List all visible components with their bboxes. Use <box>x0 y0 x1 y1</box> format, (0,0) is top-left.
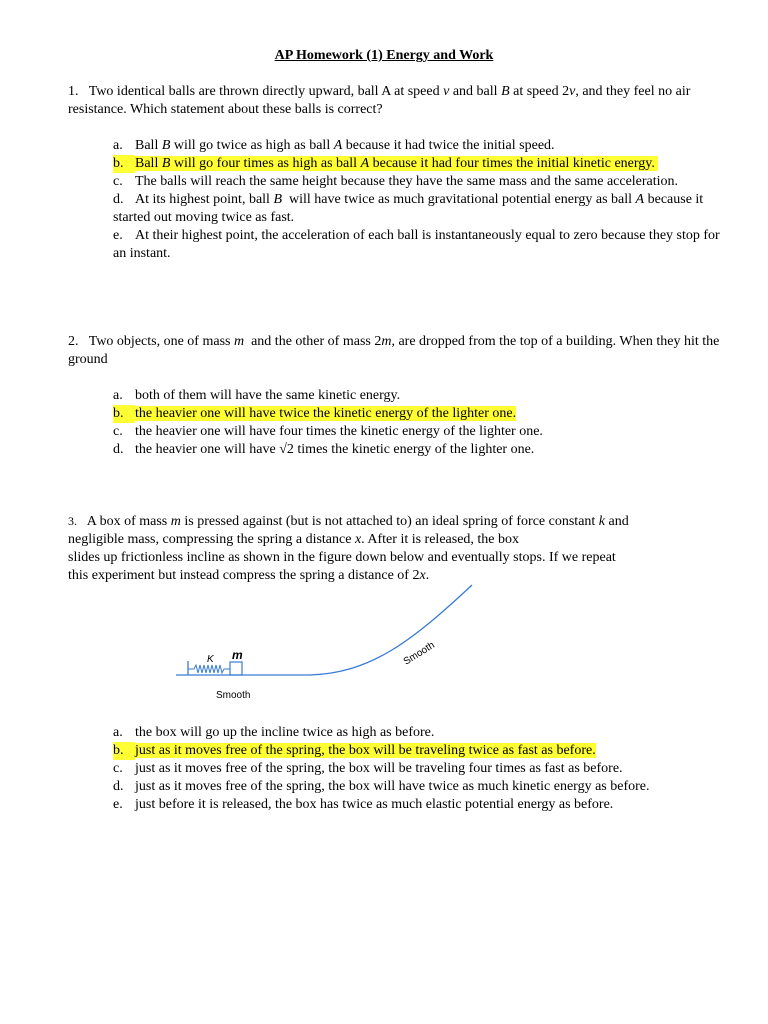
option-letter: c. <box>113 424 123 439</box>
answer-option <box>113 778 723 796</box>
box <box>230 662 242 675</box>
question-text: Two objects, one of mass m and the other of mass 2m, are dropped from the top of a building. When they hit the ground <box>68 334 720 367</box>
spring-label: K <box>207 654 214 665</box>
question-2-options <box>113 387 723 459</box>
page-title: AP Homework (1) Energy and Work <box>274 48 494 63</box>
answer-option <box>113 137 723 155</box>
question-number: 3. <box>68 514 77 528</box>
answer-option <box>113 441 723 459</box>
question-3-options <box>113 724 723 814</box>
track-line <box>176 585 472 675</box>
answer-option <box>113 191 723 227</box>
question-number: 2. <box>68 334 79 349</box>
option-text: the heavier one will have √2 times the kinetic energy of the lighter one. <box>135 442 535 457</box>
answer-option <box>113 155 723 173</box>
spring-incline-diagram <box>170 583 480 705</box>
option-text: both of them will have the same kinetic energy. <box>135 388 401 403</box>
question-1 <box>68 83 728 261</box>
option-letter: b. <box>113 742 135 760</box>
question-1-stem <box>68 83 728 119</box>
highlighted-answer-text: just as it moves free of the spring, the box will be traveling twice as fast as before. <box>135 743 596 758</box>
option-letter: b. <box>113 405 135 423</box>
mass-label: m <box>232 648 243 662</box>
question-1-options <box>113 137 723 263</box>
option-text: Ball B will go twice as high as ball A because it had twice the initial speed. <box>135 138 555 153</box>
option-text: the heavier one will have four times the kinetic energy of the lighter one. <box>135 424 543 439</box>
answer-option <box>113 724 723 742</box>
option-letter: c. <box>113 761 123 776</box>
floor-label: Smooth <box>216 690 251 701</box>
answer-option <box>113 760 723 778</box>
spring-icon <box>188 665 230 673</box>
answer-option <box>113 796 723 814</box>
question-2-stem <box>68 333 728 369</box>
question-text-line: negligible mass, compressing the spring a distance x. After it is released, the box <box>68 532 520 547</box>
option-text: just as it moves free of the spring, the box will be traveling four times as fast as before. <box>135 761 623 776</box>
option-letter: d. <box>113 779 124 794</box>
option-letter: d. <box>113 442 124 457</box>
option-letter: a. <box>113 138 123 153</box>
question-2 <box>68 333 728 457</box>
answer-option <box>113 405 723 423</box>
option-letter: c. <box>113 174 123 189</box>
option-text: At its highest point, ball B will have twice as much gravitational potential energy as ball A because it started out moving twice as fast. <box>113 192 704 225</box>
option-text: just as it moves free of the spring, the box will have twice as much kinetic energy as before. <box>135 779 650 794</box>
option-text: the box will go up the incline twice as high as before. <box>135 725 435 740</box>
option-letter: a. <box>113 388 123 403</box>
answer-option <box>113 387 723 405</box>
question-3-stem <box>68 512 728 585</box>
highlighted-answer-text: Ball B will go four times as high as ball A because it had four times the initial kinetic energy. <box>135 156 659 171</box>
incline-label: Smooth <box>401 639 437 668</box>
option-letter: a. <box>113 725 123 740</box>
answer-option <box>113 742 723 760</box>
question-text-line: slides up frictionless incline as shown in the figure down below and eventually stops. If we repeat <box>68 550 616 565</box>
option-letter: e. <box>113 797 123 812</box>
highlighted-answer-text: the heavier one will have twice the kinetic energy of the lighter one. <box>135 406 517 421</box>
answer-option <box>113 227 723 263</box>
answer-option <box>113 173 723 191</box>
question-text-line: this experiment but instead compress the spring a distance of 2x. <box>68 568 430 583</box>
answer-option <box>113 423 723 441</box>
option-letter: b. <box>113 155 135 173</box>
option-text: At their highest point, the acceleration of each ball is instantaneously equal to zero because they stop for an instant. <box>113 228 720 261</box>
option-letter: e. <box>113 228 123 243</box>
option-text: just before it is released, the box has twice as much elastic potential energy as before. <box>135 797 614 812</box>
question-text-line: A box of mass m is pressed against (but is not attached to) an ideal spring of force constant k and <box>86 514 629 529</box>
option-text: The balls will reach the same height because they have the same mass and the same acceleration. <box>135 174 679 189</box>
question-text: Two identical balls are thrown directly upward, ball A at speed v and ball B at speed 2v, and they feel no air resistance. Which statement about these balls is correct? <box>68 84 691 117</box>
question-number: 1. <box>68 84 79 99</box>
option-letter: d. <box>113 192 124 207</box>
